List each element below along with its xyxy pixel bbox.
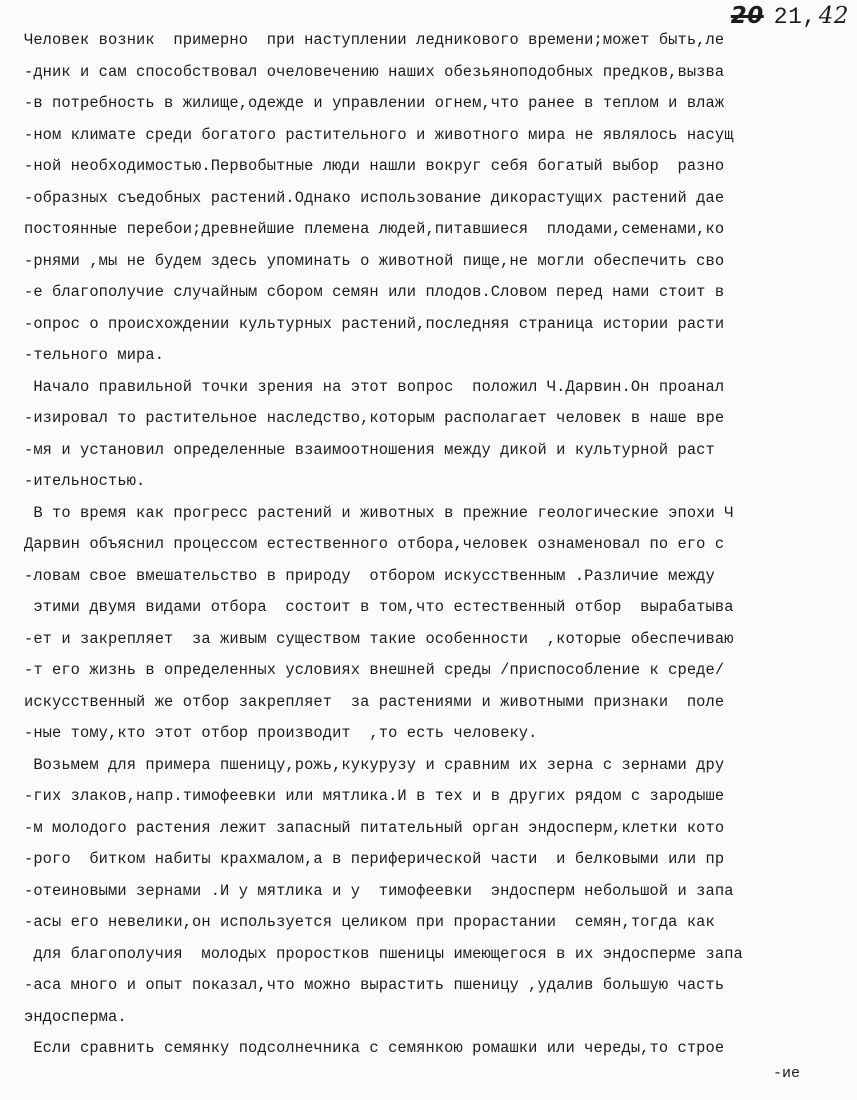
text-line: Возьмем для примера пшеницу,рожь,кукурузу и сравним их зерна с зернами дру (24, 755, 725, 774)
text-line: -ет и закрепляет за живым существом такие особенности ,которые обеспечиваю (24, 629, 734, 648)
catchword: -ие (772, 1065, 800, 1082)
text-line: -е благополучие случайным сбором семян или плодов.Словом перед нами стоит в (24, 283, 725, 301)
text-line: -гих злаков,напр.тимофеевки или мятлика.И в тех и в других рядом с зародыше (24, 787, 725, 805)
text-line: В то время как прогресс растений и животных в прежние геологические эпохи Ч (24, 503, 734, 522)
text-line: -м молодого растения лежит запасный питательный орган эндосперм,клетки кото (24, 818, 725, 837)
text-line: -образных съедобных растений.Однако использование дикорастущих растений дае (24, 188, 725, 207)
text-line: постоянные перебои;древнейшие племена людей,питавшиеся плодами,семенами,ко (24, 220, 725, 238)
text-line: -ительностью. (24, 472, 146, 490)
text-line: -опрос о происхождении культурных растений,последняя страница истории расти (24, 314, 725, 333)
text-line: этими двумя видами отбора состоит в том,что естественный отбор вырабатыва (24, 598, 734, 616)
handwritten-page-number: 42 (818, 3, 849, 29)
text-line: -ловам свое вмешательство в природу отбором искусственным .Различие между (24, 566, 715, 585)
text-line: -мя и установил определенные взаимоотношения между дикой и культурной раст (24, 440, 715, 459)
text-line: -аса много и опыт показал,что можно вырастить пшеницу ,удалив большую часть (24, 976, 725, 994)
text-line: Если сравнить семянку подсолнечника с семянкою ромашки или череды,то строе (24, 1039, 725, 1057)
text-line: -тельного мира. (24, 346, 165, 364)
text-line: -т его жизнь в определенных условиях внешней среды /приспособление к среде/ (24, 661, 725, 679)
text-line: -ной необходимостью.Первобытные люди нашли вокруг себя богатый выбор разно (24, 157, 725, 175)
text-line: -в потребность в жилище,одежде и управлении огнем,что ранее в теплом и влаж (24, 94, 725, 112)
text-line: -ные тому,кто этот отбор производит ,то есть человеку. (24, 724, 538, 742)
text-line: -рого битком набиты крахмалом,а в периферической части и белковыми или пр (24, 850, 725, 868)
struck-page-number: 20 (730, 3, 764, 29)
text-line: искусственный же отбор закрепляет за растениями и животными признаки поле (24, 692, 725, 711)
text-line: -отеиновыми зернами .И у мятлика и у тимофеевки эндосперм небольшой и запа (24, 881, 734, 900)
text-line: -изировал то растительное наследство,которым располагает человек в наше вре (24, 409, 725, 427)
body-text (24, 25, 857, 1065)
text-line: для благополучия молодых проростков пшеницы имеющегося в их эндосперме запа (24, 944, 743, 963)
text-line: -рнями ,мы не будем здесь упоминать о животной пище,не могли обеспечить сво (24, 251, 725, 270)
text-line: -дник и сам способствовал очеловечению наших обезьяноподобных предков,вызва (24, 62, 725, 81)
typed-page-number: 21, (773, 4, 817, 30)
text-line: -ном климате среди богатого растительного и животного мира не являлось насущ (24, 125, 734, 144)
text-line: Дарвин объяснил процессом естественного отбора,человек ознаменовал по его с (24, 535, 725, 553)
text-line: -асы его невелики,он используется целиком при прорастании семян,тогда как (24, 913, 715, 931)
text-line: эндосперма. (24, 1007, 127, 1026)
text-line: Человек возник примерно при наступлении ледникового времени;может быть,ле (24, 31, 725, 49)
text-line: Начало правильной точки зрения на этот вопрос положил Ч.Дарвин.Он проанал (24, 377, 725, 396)
